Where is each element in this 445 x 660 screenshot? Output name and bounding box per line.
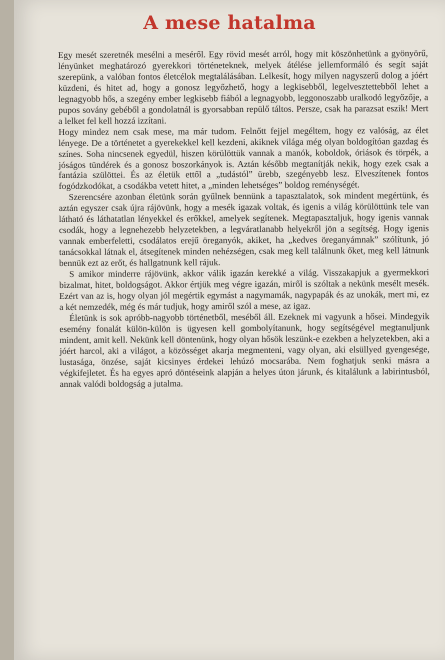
paragraph-3: Szerencsére azonban életünk során gyűlnek bennünk a tapasztalatok, sok mindent megértünk, és aztán egyszer csak újra rájövünk, hogy a mesék igazak voltak, és igenis a világ körülöttünk tele van látható és láthatatlan lényekkel és erőkkel, amelyek segítenek. Megtapasztaljuk, hogy igenis vannak csodák, hogy a legnehezebb helyzetekben, a legváratlanabb helyekről jön a segítség. Hogy igenis vannak emberfeletti, csodálatos erejű öreganyók, akiket, ha „kedves öreganyámnak” szólítunk, jó tanácsokkal látnak el, átsegítenek minden nehézségen, csak meg kell találnunk őket, meg kell látnunk bennük ezt az erőt, és hallgatnunk kell rájuk. bbox=[58, 190, 430, 269]
body-text bbox=[58, 48, 430, 389]
paragraph-5: Életünk is sok apróbb-nagyobb történetből, meséből áll. Ezeknek mi vagyunk a hősei. Mindegyik esemény fonalát külön-külön is ügyesen kell gombolyítanunk, hogy segítségével megtanuljunk mindent, amit kell. Nekünk kell döntenünk, hogy olyan hősök leszünk-e ezekben a helyzetekben, aki a jóért harcol, aki a világot, a közösséget akarja megmenteni, vagy olyan, aki elsüllyed gyengesége, lustasága, önzése, saját kicsinyes érdekei lehúzó mocsarába. Nem foghatjuk senki másra a végkifejletet. És ha egyes apró döntéseink alapján a helyes úton járunk, és kitalálunk a labirintusból, annak valódi boldogság a jutalma. bbox=[59, 310, 430, 389]
paragraph-2: Hogy mindez nem csak mese, ma már tudom. Felnőtt fejjel megéltem, hogy ez valóság, az élet lényege. De a történetet a gyerekekkel kell kezdeni, akiknek világa még olyan boldogítóan gazdag és színes. Soha nincsenek egyedül, hiszen körülöttük vannak a manók, koboldok, óriások és törpék, a jóságos tündérek és a gonosz boszorkányok is. Aztán később megtanítják nekik, hogy ezek csak a fantázia szülöttei. És az életük ettől a „tudástól” ürebb, szegényebb lesz. Elveszítenek fontos fogódzkodókat, a csodákba vetett hitet, a „minden lehetséges” boldog reménységét. bbox=[58, 124, 429, 192]
book-page bbox=[14, 0, 445, 660]
paragraph-1: Egy mesét szeretnék mesélni a meséről. Egy rövid mesét arról, hogy mit köszönhetünk a gyönyörű, lényünket meghatározó gyerekkori történeteknek, melyek átélése jellemformáló és segít saját szerepünk, a valóban fontos életcélok megtalálásában. Lelkesít, hogy milyen nagyszerű dolog a jóért küzdeni, és hitet ad, hogy a gonosz legyőzhető, hogy a legkisebből, legelvesztettebből lehet a legnagyobb hős, a szegény ember legkisebb fiából a legnagyobb, leggonoszabb uralkodó legyőzője, a pupos sovány gebéből a gondolatnál is gyorsabban repülő táltos. Persze, csak ha parazsat eszik! Mert a lelket fel kell hozzá izzítani. bbox=[58, 48, 429, 126]
page-title: A mese hatalma bbox=[143, 12, 316, 34]
paragraph-4: S amikor minderre rájövünk, akkor válik igazán kerekké a világ. Visszakapjuk a gyermekkori bizalmat, hitet, boldogságot. Akkor értjük meg végre igazán, miről is szóltak a nekünk mesélt mesék. Ezért van az is, hogy olyan jól megértik egymást a nagymamák, nagypapák és az unokák, mert mi, ez a két nemzedék, még és már tudjuk, hogy amiről szól a mese, az igaz. bbox=[59, 267, 430, 312]
